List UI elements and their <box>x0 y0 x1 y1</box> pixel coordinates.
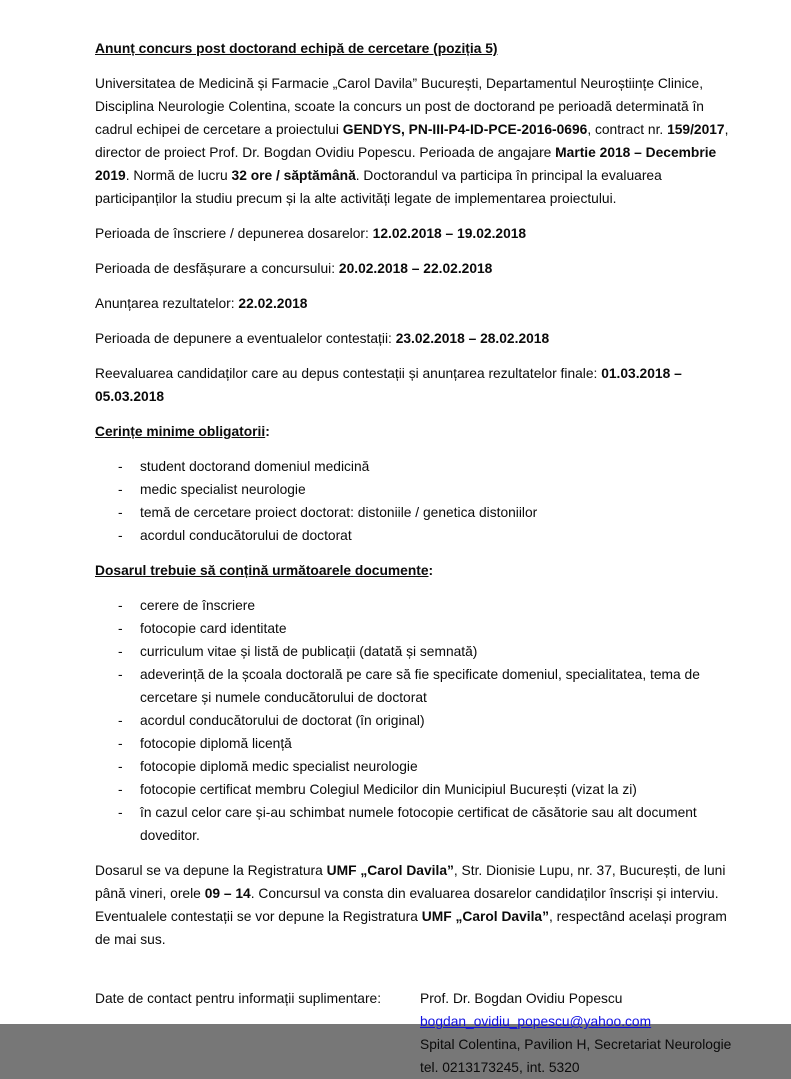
contact-name: Prof. Dr. Bogdan Ovidiu Popescu <box>420 991 623 1006</box>
registry-name: UMF „Carol Davila” <box>326 863 454 878</box>
work-hours: 32 ore / săptămână <box>231 168 356 183</box>
contact-address: Spital Colentina, Pavilion H, Secretariat Neurologie <box>420 1037 732 1052</box>
closing-text: , Str. Dionisie Lupu, nr. 37, București, de luni până vineri, orele <box>95 863 726 901</box>
project-code: GENDYS, PN-III-P4-ID-PCE-2016-0696 <box>342 122 588 137</box>
page-title <box>95 37 743 60</box>
employment-period: Martie 2018 – Decembrie 2019 <box>95 145 717 183</box>
intro-paragraph <box>95 72 743 210</box>
list-item: - medic specialist neurologie <box>95 478 743 501</box>
intro-text: , director de proiect Prof. Dr. Bogdan Ovidiu Popescu. Perioada de angajare <box>95 122 729 160</box>
list-item: - fotocopie certificat membru Colegiul Medicilor din Municipiul București (vizat la zi) <box>95 778 743 801</box>
requirements-heading-colon: : <box>265 424 270 439</box>
list-item: - fotocopie diplomă licență <box>95 732 743 755</box>
closing-paragraph <box>95 859 743 951</box>
schedule-date: 22.02.2018 <box>238 296 308 311</box>
dossier-heading-text: Dosarul trebuie să conțină următoarele documente <box>95 563 429 578</box>
schedule-line <box>95 257 743 280</box>
dossier-heading-colon: : <box>428 563 434 578</box>
intro-text: Universitatea de Medicină și Farmacie „Carol Davila” București, Departamentul Neuroștiințe Clinice, Disciplina Neurologie Colentina, scoate la concurs un post de doctorand pe perioadă determinată în cadrul echipei de cercetare a proiectului <box>95 76 704 137</box>
schedule-label: Reevaluarea candidaților care au depus contestații și anunțarea rezultatelor finale: <box>95 366 602 381</box>
list-item: - fotocopie card identitate <box>95 617 743 640</box>
schedule-label: Perioada de desfășurare a concursului: <box>95 261 339 276</box>
list-item: - în cazul celor care și-au schimbat numele fotocopie certificat de căsătorie sau alt document doveditor. <box>95 801 743 847</box>
registry-name: UMF „Carol Davila” <box>421 909 549 924</box>
closing-text: . Concursul va consta din evaluarea dosarelor candidaților înscriși și interviu. Eventualele contestații se vor depune la Registratura <box>95 886 719 924</box>
list-item: - fotocopie diplomă medic specialist neurologie <box>95 755 743 778</box>
dossier-heading <box>95 559 743 582</box>
schedule-label: Perioada de depunere a eventualelor contestații: <box>95 331 396 346</box>
list-item: - student doctorand domeniul medicină <box>95 455 743 478</box>
schedule-label: Anunțarea rezultatelor: <box>95 296 239 311</box>
contact-section <box>95 987 743 1079</box>
contact-label: Date de contact pentru informații suplimentare: <box>95 991 382 1006</box>
contact-email-row <box>420 1010 743 1033</box>
schedule-line <box>95 222 743 245</box>
intro-text: . Doctorandul va participa în principal la evaluarea participanților la studiu precum și la alte activități legate de implementarea proiectului. <box>95 168 662 206</box>
email-link[interactable]: bogdan_ovidiu_popescu@yahoo.com <box>420 1014 652 1029</box>
schedule-date: 01.03.2018 – 05.03.2018 <box>95 366 682 404</box>
intro-text: . Normă de lucru <box>125 168 232 183</box>
schedule-date: 20.02.2018 – 22.02.2018 <box>338 261 493 276</box>
list-item: - cerere de înscriere <box>95 594 743 617</box>
list-item: - adeverință de la școala doctorală pe care să fie specificate domeniul, specialitatea, tema de cercetare și numele conducătorului de doctorat <box>95 663 743 709</box>
schedule-line <box>95 327 743 350</box>
closing-text: , respectând același program de mai sus. <box>95 909 727 947</box>
contract-number: 159/2017 <box>667 122 725 137</box>
schedule-line <box>95 362 743 408</box>
page-title-text: Anunț concurs post doctorand echipă de cercetare (poziția 5) <box>95 41 498 56</box>
schedule-label: Perioada de înscriere / depunerea dosarelor: <box>95 226 373 241</box>
list-item: - acordul conducătorului de doctorat (în original) <box>95 709 743 732</box>
intro-text: , contract nr. <box>587 122 668 137</box>
requirements-list <box>95 455 743 547</box>
list-item: - curriculum vitae și listă de publicații (datată și semnată) <box>95 640 743 663</box>
dossier-list <box>95 594 743 847</box>
list-item: - acordul conducătorului de doctorat <box>95 524 743 547</box>
office-hours: 09 – 14 <box>204 886 251 901</box>
contact-phone: tel. 0213173245, int. 5320 <box>420 1060 580 1075</box>
requirements-heading <box>95 420 743 443</box>
contact-details <box>420 987 743 1079</box>
schedule-date: 12.02.2018 – 19.02.2018 <box>372 226 527 241</box>
closing-text: Dosarul se va depune la Registratura <box>95 863 327 878</box>
requirements-heading-text: Cerințe minime obligatorii <box>95 424 266 439</box>
list-item: - temă de cercetare proiect doctorat: distoniile / genetica distoniilor <box>95 501 743 524</box>
schedule-line <box>95 292 743 315</box>
schedule-date: 23.02.2018 – 28.02.2018 <box>395 331 550 346</box>
